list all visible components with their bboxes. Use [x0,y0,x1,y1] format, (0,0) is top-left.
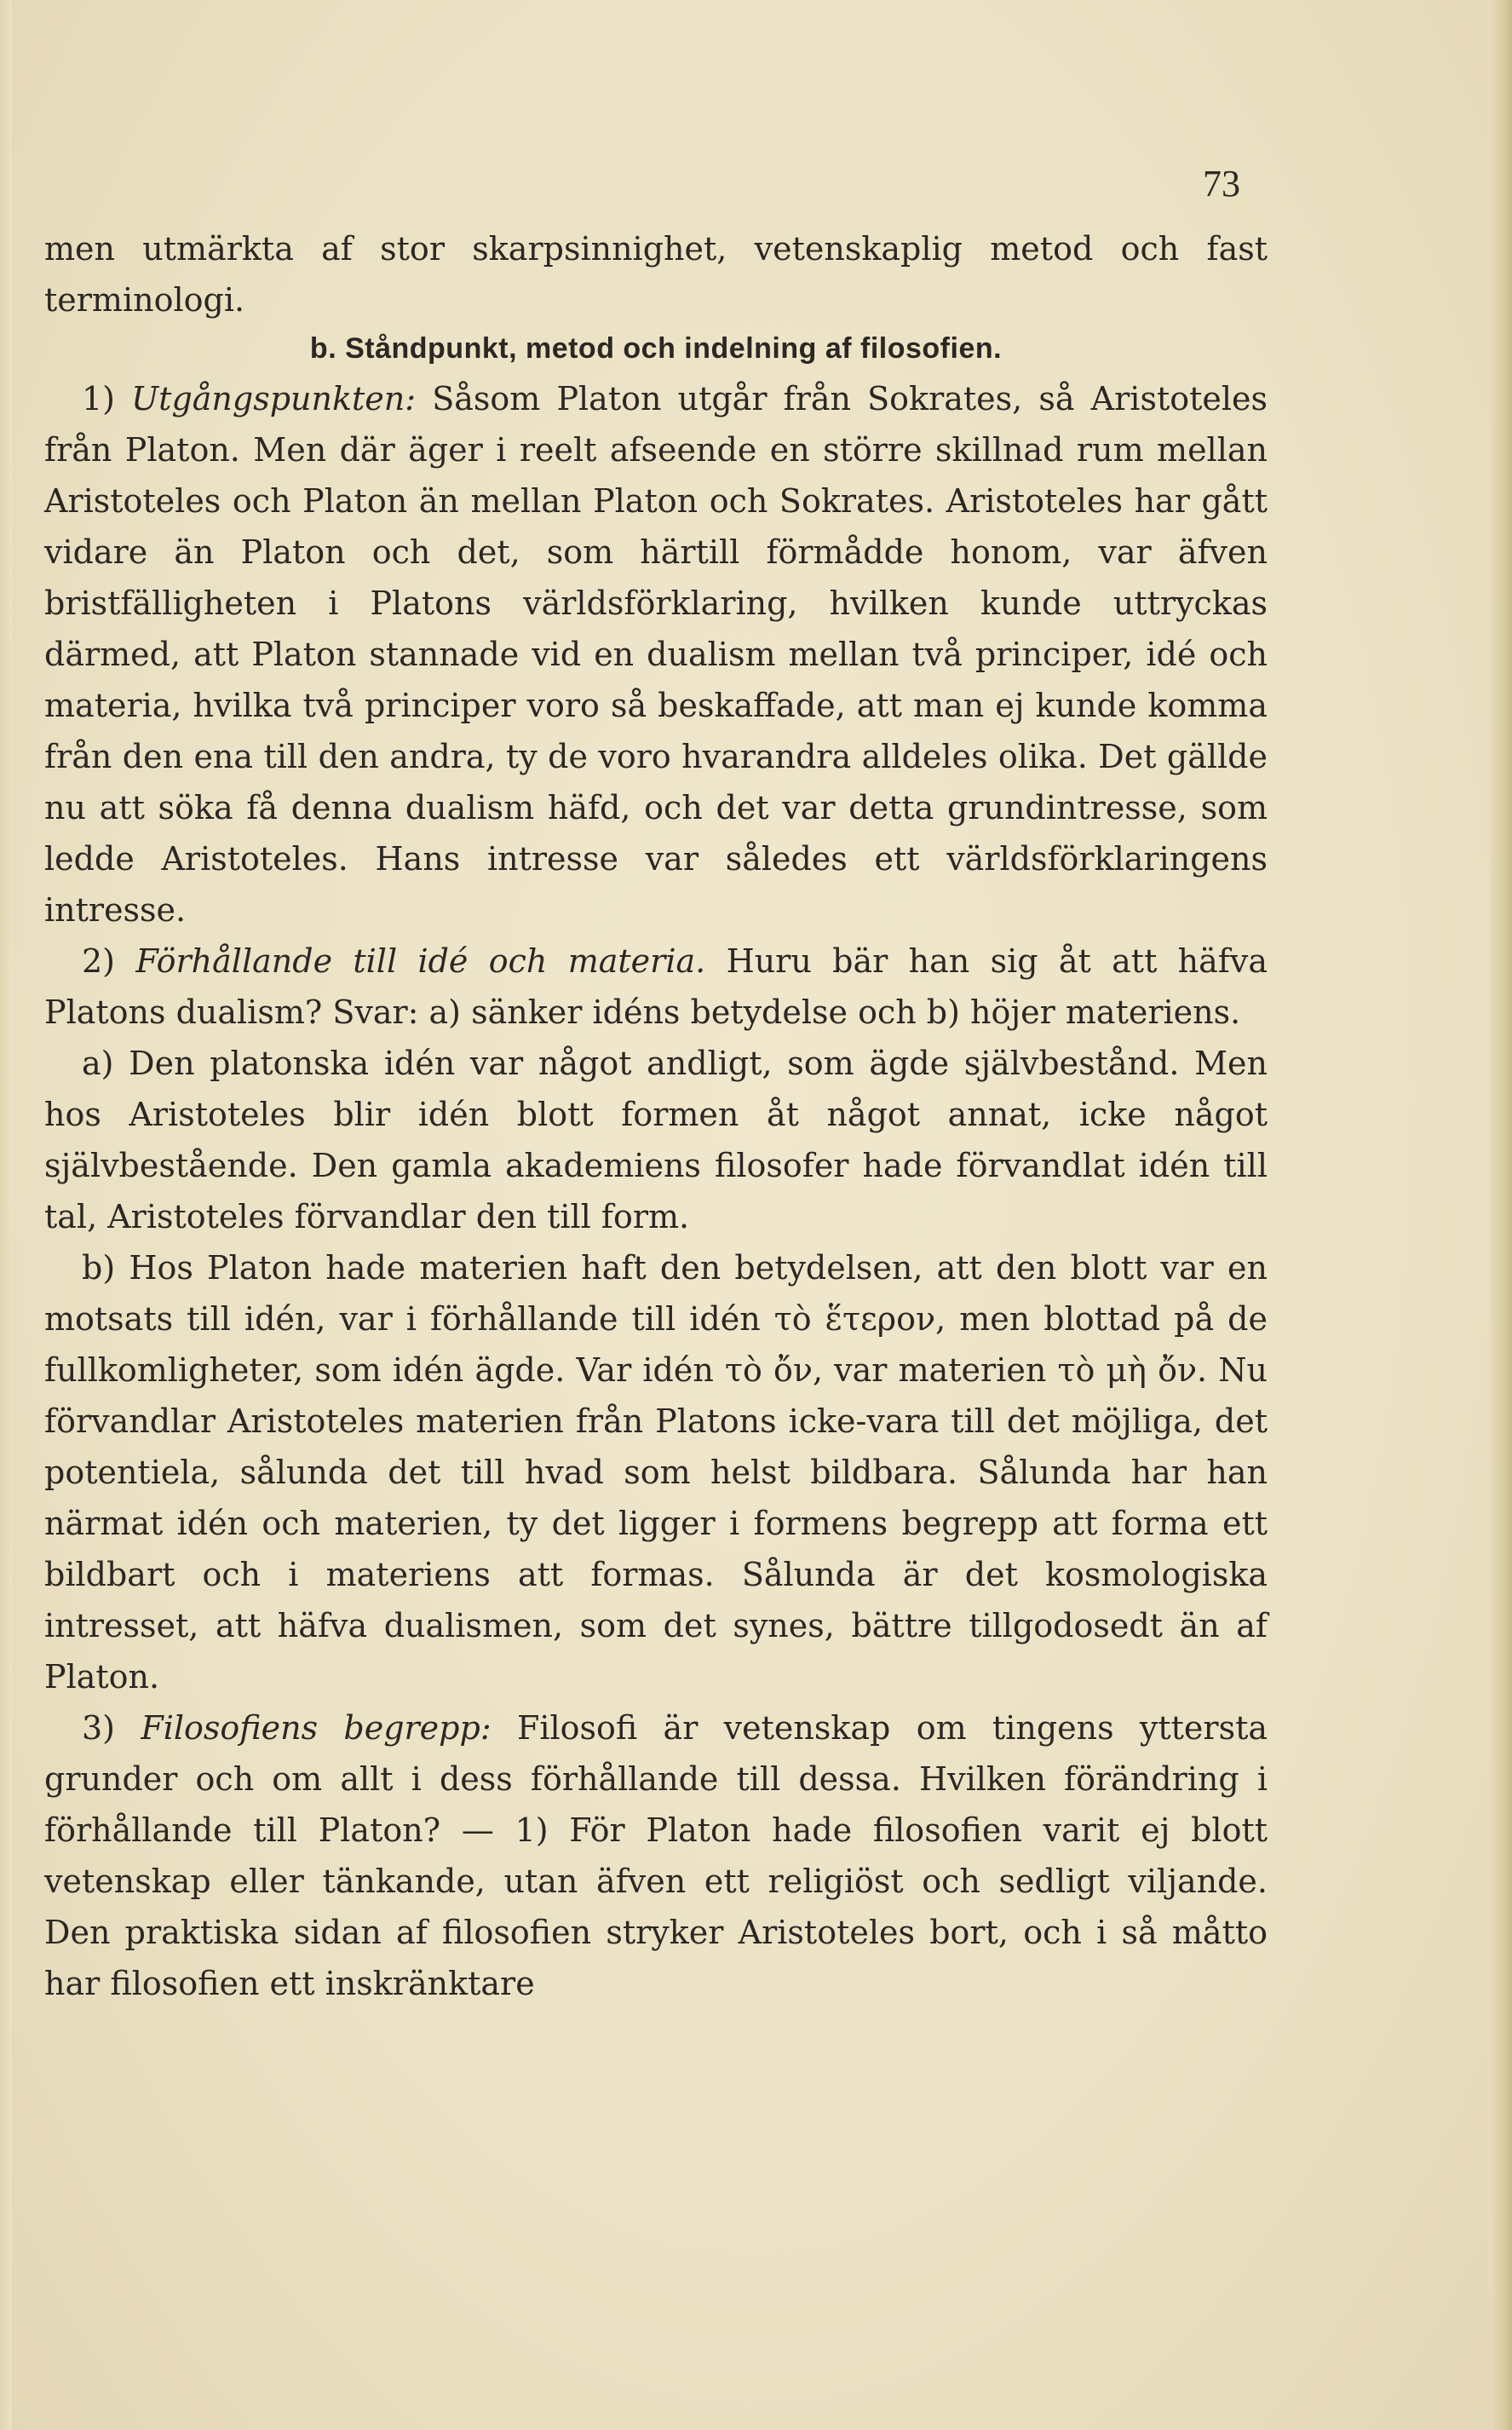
paragraph-subtitle: Filosofiens begrepp: [141,1709,492,1747]
paragraph-text: b) Hos Platon hade materien haft den betydelsen, att den blott var en motsats till idén, var i förhållande till idén τὸ ἕτερον, men blottad på de fullkomligheter, som idén ägde. Var idén τὸ ὄν, var materien τὸ μὴ ὄν. Nu förvandlar Aristoteles materien från Platons icke-vara till det möjliga, det potentiela, sålunda det till hvad som helst bildbara. Sålunda har han närmat idén och materien, ty det ligger i formens begrepp att forma ett bildbart och i materiens att formas. Sålunda är det kosmologiska intresset, att häfva dualismen, som det synes, bättre tillgodosedt än af Platon. [44,1249,1268,1696]
paragraph-text: Filosofi är vetenskap om tingens yttersta grunder och om allt i dess förhållande till dessa. Hvilken förändring i förhållande till Platon? — 1) För Platon hade filosofien varit ej blott vetenskap eller tänkande, utan äfven ett religiöst och sedligt viljande. Den praktiska sidan af filosofien stryker Aristoteles bort, och i så måtto har filosofien ett inskränktare [44,1709,1268,2002]
section-heading: b. Ståndpunkt, metod och indelning af filosofien. [309,332,1003,365]
paragraph-subtitle: Förhållande till idé och materia. [135,942,706,980]
paragraph-a [44,1038,1268,1242]
page-number: 73 [1203,163,1240,204]
paragraph-intro [44,223,1268,325]
paragraph-text: Huru bär han sig åt att häfva Platons dualism? Svar: a) sänker idéns betydelse och b) höjer materiens. [44,942,1268,1031]
paragraph-utgangspunkten [44,373,1268,936]
paragraph-number: 3) [82,1709,141,1747]
paragraph-filosofiens-begrepp [44,1702,1268,2009]
paragraph-text: men utmärkta af stor skarpsinnighet, vetenskaplig metod och fast terminologi. [44,230,1268,319]
body-text [44,223,1268,2009]
paragraph-subtitle: Utgångspunkten: [131,380,417,417]
page-right-edge [1490,0,1512,2430]
paragraph-number: 1) [82,380,132,417]
paragraph-forhallande [44,936,1268,1038]
paragraph-text: a) Den platonska idén var något andligt, som ägde självbestånd. Men hos Aristoteles blir idén blott formen åt något annat, icke något självbestående. Den gamla akademiens filosofer hade förvandlat idén till tal, Aristoteles förvandlar den till form. [44,1045,1268,1235]
page-left-edge [0,0,12,2430]
paragraph-text: Såsom Platon utgår från Sokrates, så Aristoteles från Platon. Men där äger i reelt afseende en större skillnad rum mellan Aristoteles och Platon än mellan Platon och Sokrates. Aristoteles har gått vidare än Platon och det, som härtill förmådde honom, var äfven bristfälligheten i Platons världsförklaring, hvilken kunde uttryckas därmed, att Platon stannade vid en dualism mellan två principer, idé och materia, hvilka två principer voro så beskaffade, att man ej kunde komma från den ena till den andra, ty de voro hvarandra alldeles olika. Det gällde nu att söka få denna dualism häfd, och det var detta grundintresse, som ledde Aristoteles. Hans intresse var således ett världsförklaringens intresse. [44,380,1268,929]
paragraph-b [44,1242,1268,1702]
paragraph-number: 2) [82,942,136,980]
